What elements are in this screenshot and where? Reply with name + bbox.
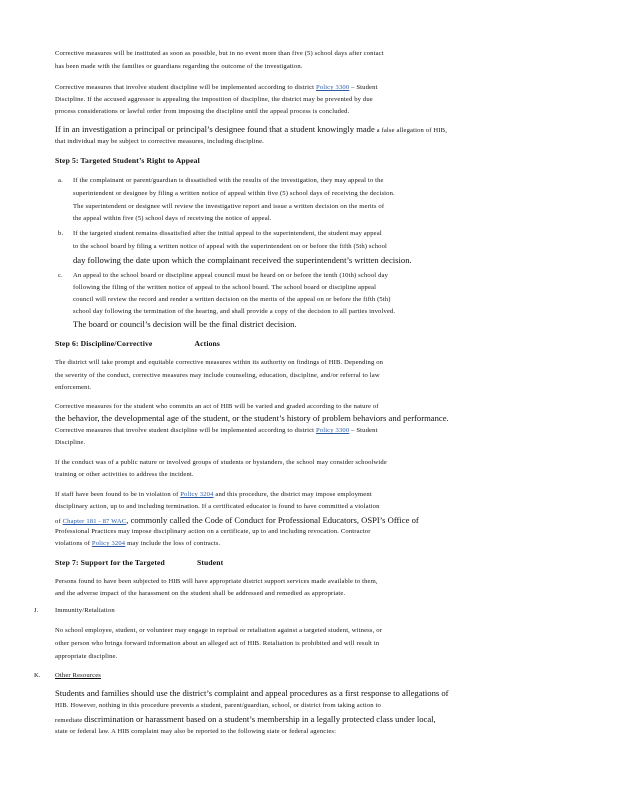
paragraph-text: Corrective measures that involve student discipline will be implemented according to district: [55, 427, 315, 434]
paragraph-text: a false allegation of HIB,: [376, 127, 447, 134]
paragraph-line: [55, 491, 372, 499]
paragraph-line: [55, 124, 447, 135]
paragraph-line: state or federal law. A HIB complaint may also be reported to the following state or federal agencies:: [55, 728, 337, 735]
section-title: Immunity/Retaliation: [55, 607, 115, 614]
paragraph-text: may include the loss of contracts.: [127, 540, 221, 547]
policy-3204-link[interactable]: Policy 3204: [91, 540, 126, 547]
paragraph-line: the behavior, the developmental age of the student, or the student’s history of problem behaviors and performance.: [55, 413, 449, 423]
step7-heading: [55, 559, 223, 567]
paragraph-text: discrimination or harassment based on a student’s membership in a legally protected class under local,: [84, 714, 436, 724]
paragraph-line: the appeal within five (5) school days of receiving the notice of appeal.: [73, 215, 272, 222]
paragraph-line: [55, 84, 378, 92]
paragraph-line: An appeal to the school board or discipline appeal council must be heard on or before the tenth (10th) school day: [73, 272, 389, 279]
paragraph-line: The superintendent or designee will review the investigative report and issue a written decision on the merits of: [73, 203, 385, 210]
paragraph-line: appropriate discipline.: [55, 653, 118, 660]
paragraph-line: No school employee, student, or volunteer may engage in reprisal or retaliation against a targeted student, witness, or: [55, 627, 382, 634]
policy-3204-link[interactable]: Policy 3204: [180, 491, 214, 498]
policy-3300-link[interactable]: Policy 3300: [315, 427, 350, 434]
paragraph-line: Students and families should use the district’s complaint and appeal procedures as a first response to allegations of: [55, 688, 449, 698]
paragraph-line: Persons found to have been subjected to HIB will have appropriate district support services made available to them,: [55, 578, 378, 585]
chapter-181-87-wac-link[interactable]: Chapter 181 - 87 WAC: [62, 518, 127, 525]
paragraph-text: If in an investigation a principal or principal’s designee found that a student knowingly made: [55, 124, 375, 134]
paragraph-line: other person who brings forward information about an alleged act of HIB. Retaliation is prohibited and will result in: [55, 640, 380, 647]
paragraph-line: Corrective measures for the student who commits an act of HIB will be varied and graded according to the nature of: [55, 403, 379, 410]
step5-heading: Step 5: Targeted Student’s Right to Appeal: [55, 156, 200, 165]
paragraph-line: Discipline. If the accused aggressor is appealing the imposition of discipline, the district may be prevented by due: [55, 96, 373, 103]
paragraph-line: that individual may be subject to corrective measures, including discipline.: [55, 138, 264, 145]
paragraph-line: [55, 540, 220, 548]
heading-text: Step 6: Discipline/Corrective: [55, 339, 153, 348]
paragraph-text: of: [55, 518, 61, 525]
paragraph-line: council will review the record and render a written decision on the merits of the appeal on or before the fifth (5th): [73, 296, 391, 303]
section-marker: K.: [34, 672, 41, 679]
paragraph-line: If the conduct was of a public nature or involved groups of students or bystanders, the school may consider schoolwide: [55, 459, 387, 466]
paragraph-text: , commonly called the Code of Conduct for Professional Educators, OSPI’s Office of: [126, 515, 419, 525]
heading-text: Actions: [194, 339, 221, 348]
paragraph-line: enforcement.: [55, 384, 92, 391]
paragraph-line: process considerations or lawful order from imposing the discipline until the appeal process is concluded.: [55, 108, 350, 115]
policy-3300-link[interactable]: Policy 3300: [315, 84, 350, 91]
paragraph-text: – Student: [351, 427, 378, 434]
step6-heading: [55, 340, 220, 348]
paragraph-line: training or other activities to address the incident.: [55, 471, 194, 478]
paragraph-text: violations of: [55, 540, 91, 547]
paragraph-line: [55, 427, 378, 435]
paragraph-text: and this procedure, the district may impose employment: [215, 491, 372, 498]
paragraph-line: following the filing of the written notice of appeal to the school board. The school board or discipline appeal: [73, 284, 377, 291]
paragraph-line: the severity of the conduct, corrective measures may include counseling, education, discipline, and/or referral to law: [55, 372, 380, 379]
paragraph-line: has been made with the families or guardians regarding the outcome of the investigation.: [55, 63, 303, 70]
paragraph-line: Professional Practices may impose disciplinary action on a certificate, up to and including revocation. Contractor: [55, 528, 371, 535]
list-marker: a.: [58, 177, 63, 184]
paragraph-line: day following the date upon which the complainant received the superintendent’s written decision.: [73, 255, 412, 265]
paragraph-line: The board or council’s decision will be the final district decision.: [73, 319, 297, 329]
paragraph-line: [55, 714, 436, 725]
paragraph-line: Discipline.: [55, 439, 86, 446]
paragraph-line: If the targeted student remains dissatisfied after the initial appeal to the superintendent, the student may appeal: [73, 230, 382, 237]
list-marker: b.: [58, 230, 64, 237]
paragraph-line: The district will take prompt and equitable corrective measures within its authority on findings of HIB. Depending on: [55, 359, 384, 366]
paragraph-line: school day following the termination of the hearing, and shall provide a copy of the decision to all parties involved.: [73, 308, 396, 315]
paragraph-line: superintendent or designee by filing a written notice of appeal within five (5) school days of receiving the decision.: [73, 190, 395, 197]
paragraph-line: If the complainant or parent/guardian is dissatisfied with the results of the investigation, they may appeal to the: [73, 177, 384, 184]
paragraph-line: [55, 515, 419, 526]
heading-text: Step 7: Support for the Targeted: [55, 558, 165, 567]
paragraph-text: – Student: [351, 84, 378, 91]
paragraph-text: Corrective measures that involve student discipline will be implemented according to district: [55, 84, 315, 91]
section-title: Other Resources: [55, 672, 102, 679]
paragraph-line: HIB. However, nothing in this procedure prevents a student, parent/guardian, school, or district from taking action to: [55, 702, 381, 709]
paragraph-line: to the school board by filing a written notice of appeal with the superintendent on or before the fifth (5th) school: [73, 243, 388, 250]
list-marker: c.: [58, 272, 63, 279]
paragraph-text: If staff have been found to be in violation of: [55, 491, 179, 498]
heading-text: Student: [196, 558, 224, 567]
paragraph-text: remediate: [55, 717, 83, 724]
paragraph-line: disciplinary action, up to and including termination. If a certificated educator is found to have committed a violation: [55, 503, 380, 510]
section-marker: J.: [34, 607, 39, 614]
paragraph-line: and the adverse impact of the harassment on the student shall be addressed and remedied as appropriate.: [55, 590, 346, 597]
paragraph-line: Corrective measures will be instituted as soon as possible, but in no event more than five (5) school days after contact: [55, 50, 384, 57]
